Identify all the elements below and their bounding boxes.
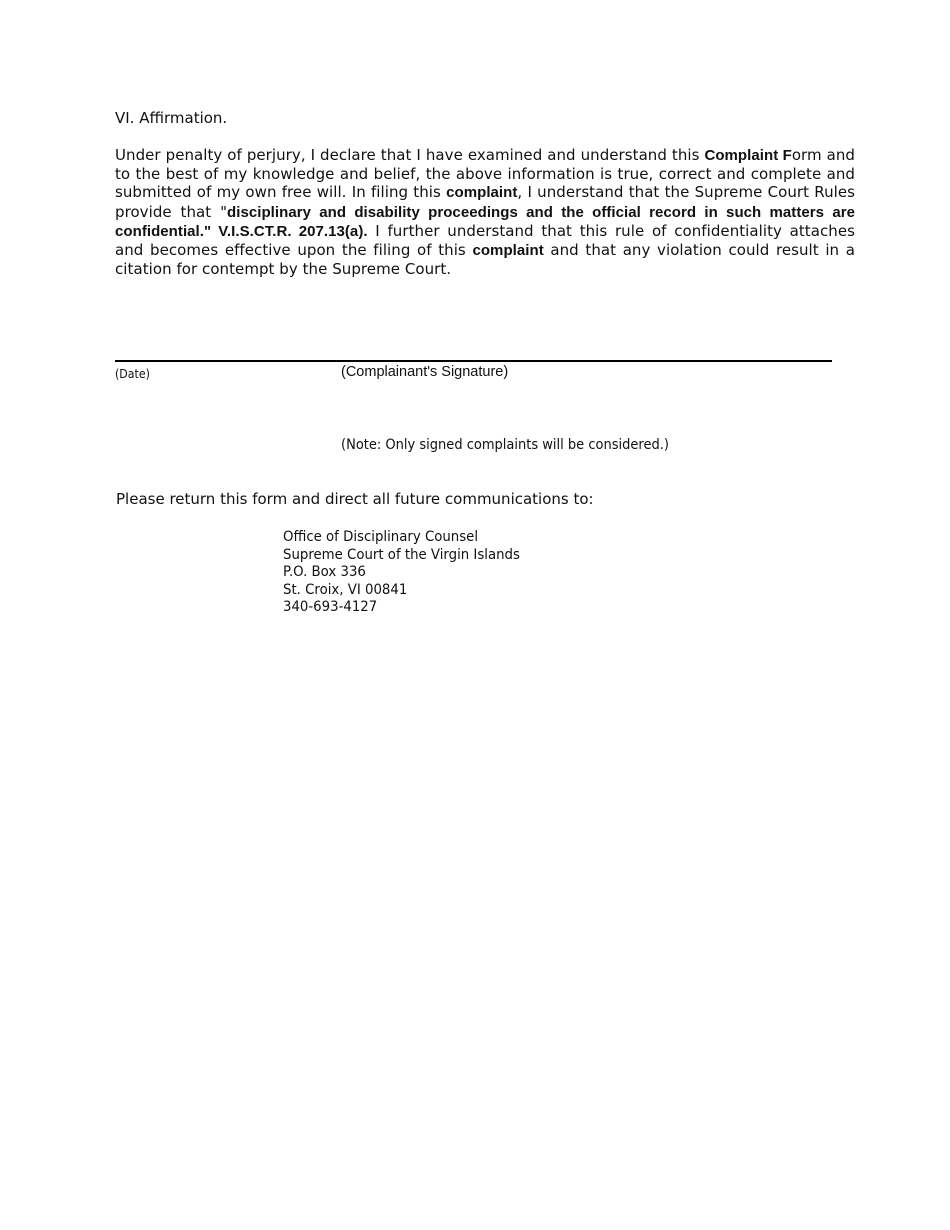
- affirmation-bold-text: disciplinary and disability proceedings and the official record in such matters are confidential." V.I.S.CT.R. 207.13(a).: [115, 203, 855, 240]
- affirmation-paragraph: [115, 146, 855, 278]
- signature-line: [115, 360, 832, 362]
- affirmation-text: orm and to the best of my knowledge and belief, the above information is true, correct and complete and submitted of my own free will. In filing this: [115, 146, 855, 202]
- affirmation-text: and that any violation could result in a citation for contempt by the Supreme Court.: [115, 241, 855, 279]
- address-line: Supreme Court of the Virgin Islands: [283, 546, 520, 563]
- affirmation-bold-text: complaint: [472, 242, 544, 260]
- signature-note: (Note: Only signed complaints will be considered.): [341, 437, 669, 453]
- date-label: (Date): [115, 366, 150, 381]
- phone-number: 340-693-4127: [283, 599, 378, 616]
- affirmation-bold-text: Complaint F: [704, 147, 792, 164]
- address-line: St. Croix, VI 00841: [283, 581, 408, 598]
- affirmation-text: Under penalty of perjury, I declare that I have examined and understand this: [115, 146, 705, 164]
- return-instruction: Please return this form and direct all future communications to:: [116, 490, 594, 508]
- address-line: P.O. Box 336: [283, 564, 366, 581]
- section-heading: VI. Affirmation.: [115, 109, 228, 127]
- mailing-address: [283, 529, 520, 617]
- affirmation-text: , I understand that the Supreme Court Rules provide that ": [115, 183, 855, 221]
- signature-label: (Complainant's Signature): [341, 364, 509, 380]
- affirmation-bold-text: complaint: [446, 184, 518, 202]
- address-line: Office of Disciplinary Counsel: [283, 529, 479, 545]
- affirmation-text: I further understand that this rule of confidentiality attaches and becomes effective upon the filing of this: [115, 221, 855, 260]
